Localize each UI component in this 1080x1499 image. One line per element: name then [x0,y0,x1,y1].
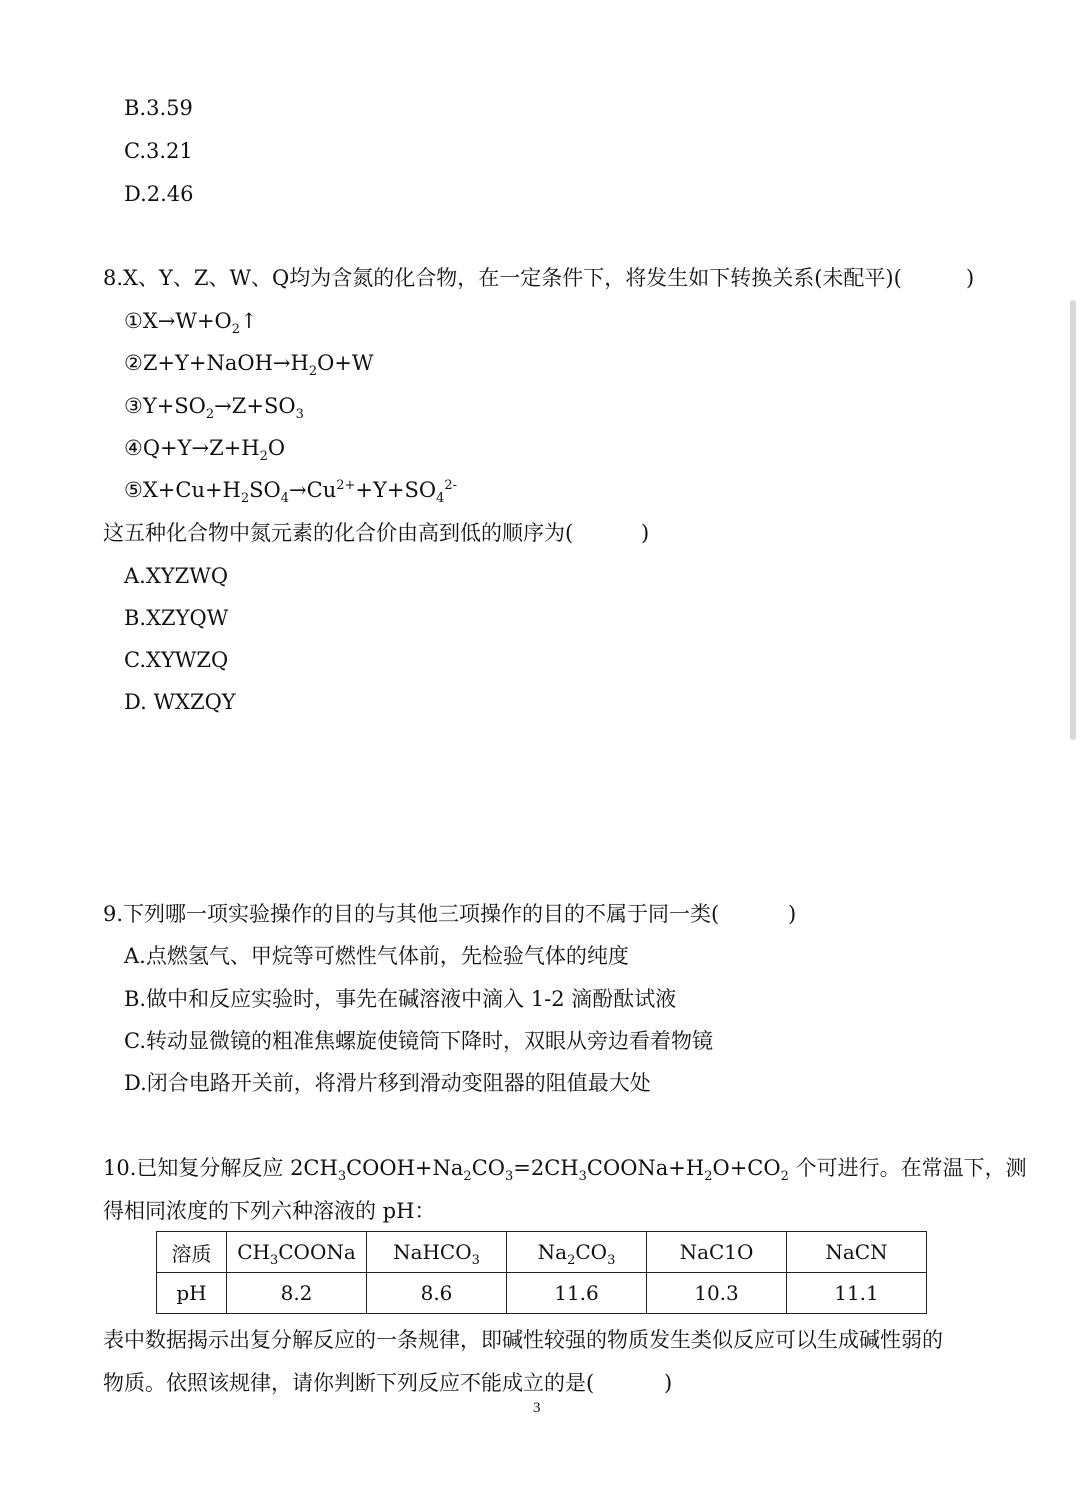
q10-stem-line1: 10.已知复分解反应 $2CH_3COOH+Na_2CO_3=2CH_3COONa+H_2O+CO_2$ 个可进行。在常温下，测 [103,1156,1027,1185]
q9-option-a: A.点燃氢气、甲烷等可燃性气体前，先检验气体的纯度 [124,944,629,968]
table-cell: 11.6 [507,1273,647,1314]
ph-table [156,1231,927,1314]
q8-reaction-3: $③Y+SO_2\to Z+SO_3$ [124,394,304,423]
q9-option-b: B.做中和反应实验时，事先在碱溶液中滴入 1-2 滴酚酞试液 [124,987,677,1011]
q8-option-a: A.XYZWQ [124,564,229,588]
table-cell: 10.3 [647,1273,787,1314]
q10-stem-line2: 得相同浓度的下列六种溶液的 pH： [103,1199,436,1223]
table-header-row [157,1232,927,1273]
q10-stem-line3: 表中数据揭示出复分解反应的一条规律，即碱性较强的物质发生类似反应可以生成碱性弱的 [103,1328,943,1352]
q8-option-c: C.XYWZQ [124,648,229,672]
q7-option-d: D.2.46 [124,182,194,206]
q8-stem: 8.X、Y、Z、W、Q均为含氮的化合物，在一定条件下，将发生如下转换关系(未配平)( [103,266,902,290]
q9-stem: 9.下列哪一项实验操作的目的与其他三项操作的目的不属于同一类( [103,902,720,926]
table-cell: NaCN [787,1232,927,1273]
q9-option-c: C.转动显微镜的粗准焦螺旋使镜筒下降时，双眼从旁边看着物镜 [124,1029,713,1053]
q9-stem-close: ) [788,902,797,926]
q10-stem-line4: 物质。依照该规律，请你判断下列反应不能成立的是( [103,1371,595,1395]
table-row [157,1273,927,1314]
q8-question: 这五种化合物中氮元素的化合价由高到低的顺序为( [103,521,574,545]
table-cell: 溶质 [157,1232,227,1273]
table-cell: pH [157,1273,227,1314]
q8-option-b: B.XZYQW [124,606,229,630]
table-cell: $CH_3COONa$ [227,1232,367,1273]
q8-reaction-2: $②Z+Y+NaOH\to H_2O+W$ [124,351,374,380]
table-cell: 8.2 [227,1273,367,1314]
scrollbar[interactable] [1070,300,1076,740]
table-cell: NaHCO$_3$ [367,1232,507,1273]
q7-option-c: C.3.21 [124,139,193,163]
q9-option-d: D.闭合电路开关前，将滑片移到滑动变阻器的阻值最大处 [124,1071,651,1095]
table-cell: 11.1 [787,1273,927,1314]
table-cell: 8.6 [367,1273,507,1314]
page-number: 3 [533,1400,541,1416]
q10-stem-close: ) [664,1371,673,1395]
q8-option-d: D. WXZQY [124,690,236,714]
q8-stem-close: ) [966,266,975,290]
table-cell: $Na_2CO_3$ [507,1232,647,1273]
table-cell: NaC1O [647,1232,787,1273]
q8-reaction-5: $⑤X+Cu+H_2SO_4\to Cu^{2+}+Y+SO_4^{2-}$ [124,478,458,507]
q8-reaction-4: $④Q+Y\to Z+H_2O$ [124,436,286,465]
q8-question-close: ) [641,521,650,545]
q8-reaction-1: $①X\to W+O_2↑$ [124,309,258,338]
q7-option-b: B.3.59 [124,96,193,120]
